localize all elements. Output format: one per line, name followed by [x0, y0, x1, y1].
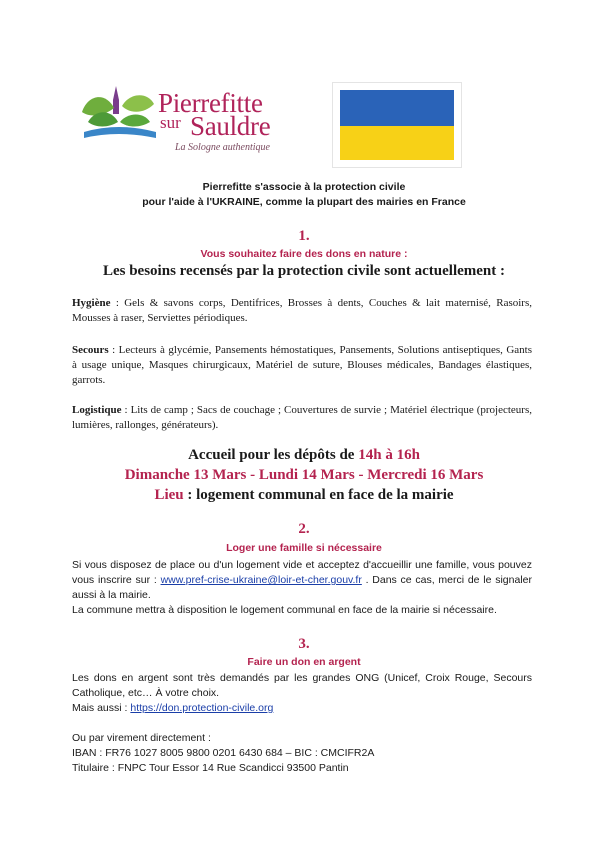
accueil-line: [0, 447, 608, 464]
accueil-prefix: Accueil pour les dépôts de: [188, 447, 359, 463]
section3-number: 3.: [298, 636, 310, 652]
logo-line1: Pierrefitte: [158, 88, 263, 118]
secours-paragraph: [72, 343, 532, 388]
logistique-text: : Lits de camp ; Sacs de couchage ; Couvertures de survie ; Matériel électrique (projecteurs, lumières, rallonges, générateurs).: [72, 404, 532, 431]
section1-number: 1.: [298, 228, 310, 244]
intro: [0, 180, 608, 210]
lieu-line: [0, 487, 608, 504]
virement-block: [72, 731, 532, 776]
intro-line1: Pierrefitte s'associe à la protection civile: [202, 181, 406, 193]
depot-dates: Dimanche 13 Mars - Lundi 14 Mars - Mercredi 16 Mars: [124, 467, 484, 483]
logo-line2-big: Sauldre: [190, 111, 271, 141]
lieu-text: : logement communal en face de la mairie: [183, 487, 454, 503]
virement-label: Ou par virement directement :: [72, 732, 211, 744]
section1-subtitle: Vous souhaitez faire des dons en nature :: [200, 248, 408, 260]
section2-subtitle: Loger une famille si nécessaire: [226, 542, 382, 554]
section2-paragraph: [72, 558, 532, 618]
hygiene-label: Hygiène: [72, 297, 111, 309]
leaves-church-icon: [78, 82, 158, 142]
section2-text-after: . Dans ce cas, merci de le signaler aussi à la mairie.: [72, 574, 532, 601]
section1-heading: Les besoins recensés par la protection civile sont actuellement :: [102, 263, 506, 279]
logo-line2-small: sur: [160, 113, 181, 132]
accueil-hours: 14h à 16h: [358, 447, 420, 463]
section2-number: 2.: [298, 521, 310, 537]
iban-line: IBAN : FR76 1027 8005 9800 0201 6430 684 – BIC : CMCIFR2A: [72, 747, 375, 759]
flag-yellow-band: [340, 126, 454, 160]
hygiene-text: : Gels & savons corps, Dentifrices, Brosses à dents, Couches & lait maternisé, Rasoirs, Mousses à raser, Serviettes périodiques.: [72, 297, 532, 324]
lieu-label: Lieu: [154, 487, 184, 503]
prefecture-email-link[interactable]: www.pref-crise-ukraine@loir-et-cher.gouv.fr: [160, 574, 362, 586]
pierrefitte-logo: [78, 82, 298, 154]
intro-line2: pour l'aide à l'UKRAINE, comme la plupart des mairies en France: [142, 196, 466, 208]
titulaire-line: Titulaire : FNPC Tour Essor 14 Rue Scandicci 93500 Pantin: [72, 762, 349, 774]
don-protection-civile-link[interactable]: https://don.protection-civile.org: [130, 702, 274, 714]
secours-text: : Lecteurs à glycémie, Pansements hémostatiques, Pansements, Solutions antiseptiques, Gants à usage unique, Masques chirurgicaux, Matériel de suture, Blouses médicales, Bandages élastiques, garrots.: [72, 344, 532, 386]
section3-paragraph: [72, 671, 532, 716]
section2-text-before: Si vous disposez de place ou d'un logement vide et acceptez d'accueillir une famille, vous pouvez vous inscrire sur :: [72, 559, 532, 586]
ukraine-flag: [332, 82, 462, 168]
flag-blue-band: [340, 90, 454, 126]
mais-aussi-label: Mais aussi :: [72, 702, 131, 714]
logo-tagline: La Sologne authentique: [175, 142, 270, 153]
section3-subtitle: Faire un don en argent: [247, 656, 361, 668]
hygiene-paragraph: [72, 296, 532, 326]
logistique-paragraph: [72, 403, 532, 433]
logistique-label: Logistique: [72, 404, 122, 416]
secours-label: Secours: [72, 344, 109, 356]
section2-line2: La commune mettra à disposition le logement communal en face de la mairie si nécessaire.: [72, 604, 497, 616]
section3-text1: Les dons en argent sont très demandés par les grandes ONG (Unicef, Croix Rouge, Secours Catholique, etc… À votre choix.: [72, 672, 532, 699]
